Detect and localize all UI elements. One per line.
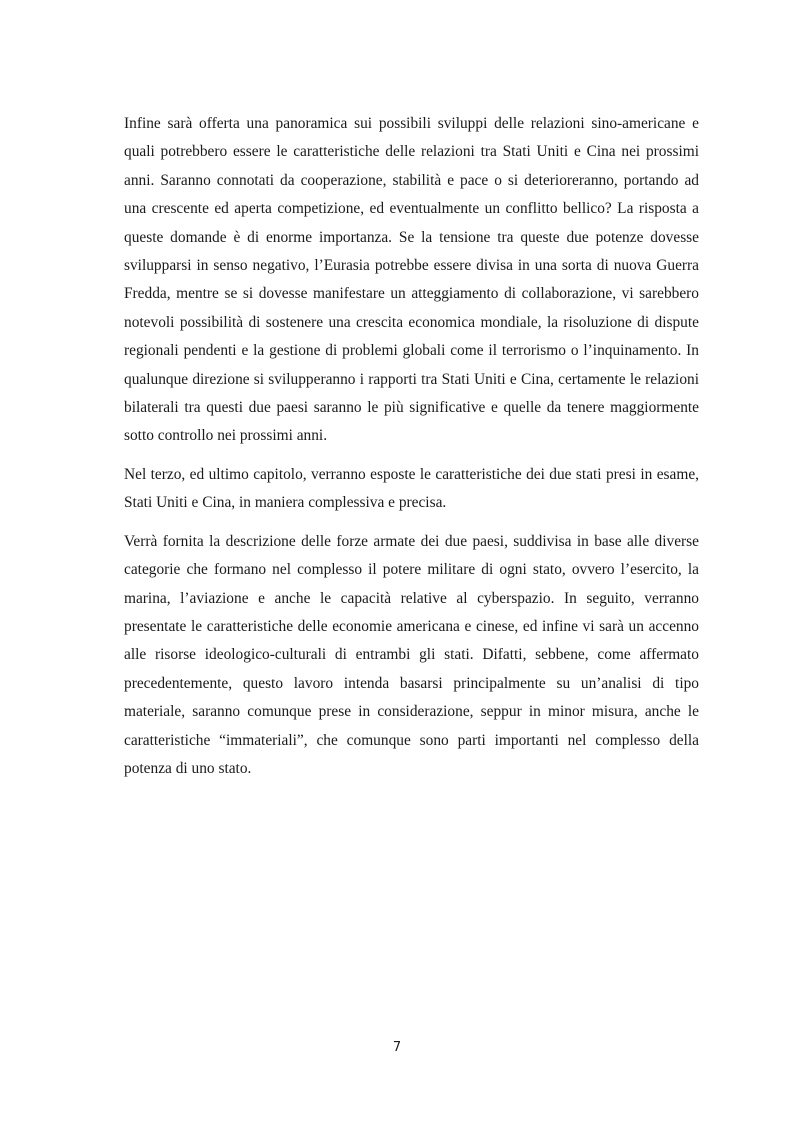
body-text: [124, 110, 699, 793]
paragraph-2: Nel terzo, ed ultimo capitolo, verranno esposte le caratteristiche dei due stati presi in esame, Stati Uniti e Cina, in maniera complessiva e precisa.: [124, 465, 699, 512]
page-number: 7: [392, 1040, 402, 1055]
paragraph-3: Verrà fornita la descrizione delle forze armate dei due paesi, suddivisa in base alle diverse categorie che formano nel complesso il potere militare di ogni stato, ovvero l’esercito, la marina, l’aviazione e anche le capacità relative al cyberspazio. In seguito, verranno presentate le caratteristiche delle economie americana e cinese, ed infine vi sarà un accenno alle risorse ideologico-culturali di entrambi gli stati. Difatti, sebbene, come affermato precedentemente, questo lavoro intenda basarsi principalmente su un’analisi di tipo materiale, saranno comunque prese in considerazione, seppur in minor misura, anche le caratteristiche “immateriali”, che comunque sono parti importanti nel complesso della potenza di uno stato.: [124, 532, 699, 777]
paragraph-1: Infine sarà offerta una panoramica sui possibili sviluppi delle relazioni sino-americane e quali potrebbero essere le caratteristiche delle relazioni tra Stati Uniti e Cina nei prossimi anni. Saranno connotati da cooperazione, stabilità e pace o si deterioreranno, portando ad una crescente ed aperta competizione, ed eventualmente un conflitto bellico? La risposta a queste domande è di enorme importanza. Se la tensione tra queste due potenze dovesse svilupparsi in senso negativo, l’Eurasia potrebbe essere divisa in una sorta di nuova Guerra Fredda, mentre se si dovesse manifestare un atteggiamento di collaborazione, vi sarebbero notevoli possibilità di sostenere una crescita economica mondiale, la risoluzione di dispute regionali pendenti e la gestione di problemi globali come il terrorismo o l’inquinamento. In qualunque direzione si svilupperanno i rapporti tra Stati Uniti e Cina, certamente le relazioni bilaterali tra questi due paesi saranno le più significative e quelle da tenere maggiormente sotto controllo nei prossimi anni.: [124, 115, 699, 445]
